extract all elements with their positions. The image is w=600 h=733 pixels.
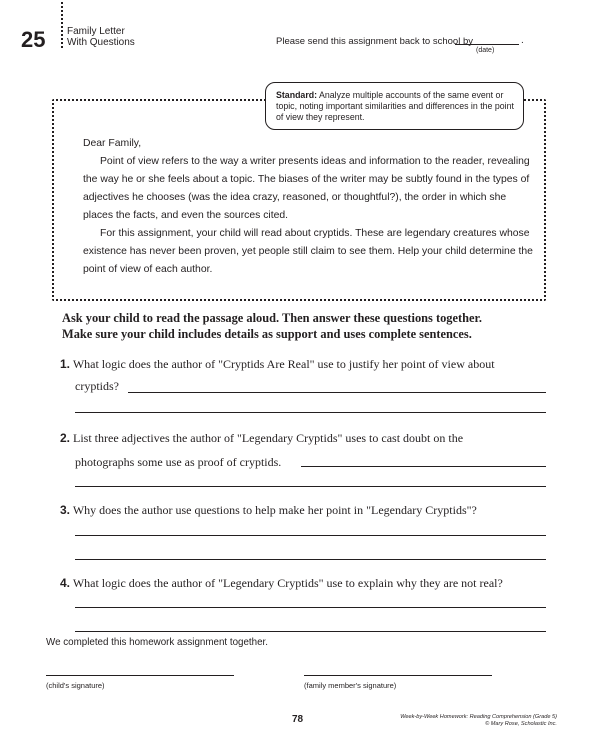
due-date-field[interactable] bbox=[455, 34, 519, 45]
instructions-line-1: Ask your child to read the passage aloud. Then answer these questions together. bbox=[62, 311, 482, 325]
question-number: 1. bbox=[60, 357, 71, 371]
question-2 bbox=[60, 431, 463, 446]
instructions bbox=[62, 311, 562, 342]
question-text: List three adjectives the author of "Legendary Cryptids" uses to cast doubt on the bbox=[73, 431, 464, 445]
letter-greeting: Dear Family, bbox=[83, 138, 142, 149]
answer-line[interactable] bbox=[75, 559, 546, 560]
completed-statement: We completed this homework assignment together. bbox=[46, 637, 268, 648]
letter-paragraph-2: For this assignment, your child will read about cryptids. These are legendary creatures whose existence has never been proven, yet people still claim to see them. Help your child determine the point of view of each author. bbox=[83, 228, 533, 275]
child-signature-label: (child's signature) bbox=[46, 681, 105, 690]
answer-line[interactable] bbox=[128, 392, 546, 393]
date-label: (date) bbox=[476, 47, 495, 54]
standard-box bbox=[265, 82, 524, 130]
copyright-credit bbox=[340, 714, 557, 728]
page-type-label bbox=[67, 26, 135, 48]
instructions-line-2: Make sure your child includes details as support and uses complete sentences. bbox=[62, 326, 472, 341]
family-letter bbox=[83, 135, 533, 279]
page-type-line1: Family Letter bbox=[67, 26, 125, 37]
family-signature-line[interactable] bbox=[304, 675, 492, 676]
credit-line-1: Week-by-Week Homework: Reading Comprehension (Grade 5) bbox=[400, 714, 557, 720]
header-dotted-divider bbox=[61, 2, 65, 48]
answer-line[interactable] bbox=[75, 412, 546, 413]
family-signature-label: (family member's signature) bbox=[304, 681, 397, 690]
standard-text: Analyze multiple accounts of the same event or topic, noting important similarities and differences in the point of view they represent. bbox=[276, 90, 514, 122]
question-number: 4. bbox=[60, 576, 71, 590]
child-signature-line[interactable] bbox=[46, 675, 234, 676]
answer-line[interactable] bbox=[75, 486, 546, 487]
answer-line[interactable] bbox=[75, 631, 546, 632]
question-number: 2. bbox=[60, 431, 71, 445]
question-text: Why does the author use questions to help make her point in "Legendary Cryptids"? bbox=[72, 503, 477, 517]
question-1-continued: cryptids? bbox=[75, 379, 119, 393]
standard-label: Standard: bbox=[276, 90, 318, 100]
question-2-continued: photographs some use as proof of cryptids. bbox=[75, 455, 282, 469]
answer-line[interactable] bbox=[75, 607, 546, 608]
question-4 bbox=[60, 576, 503, 591]
question-3 bbox=[60, 503, 477, 518]
letter-paragraph-1: Point of view refers to the way a writer presents ideas and information to the reader, revealing the way he or she feels about a topic. The biases of the writer may be subtly found in the types of adjectives he chooses (was the idea crazy, reasoned, or thoughtful?), the order in which she places the facts, and even the sources cited. bbox=[83, 156, 530, 221]
lesson-number: 25 bbox=[21, 27, 46, 52]
answer-line[interactable] bbox=[301, 466, 546, 467]
question-1 bbox=[60, 357, 495, 372]
credit-line-2: © Mary Rose, Scholastic Inc. bbox=[485, 721, 557, 727]
answer-line[interactable] bbox=[75, 535, 546, 536]
page-number: 78 bbox=[292, 714, 304, 725]
page-type-line2: With Questions bbox=[67, 37, 135, 48]
date-punctuation: . bbox=[521, 35, 524, 46]
send-back-instruction: Please send this assignment back to school by bbox=[276, 36, 473, 47]
question-number: 3. bbox=[60, 503, 71, 517]
question-text: What logic does the author of "Cryptids Are Real" use to justify her point of view about bbox=[72, 357, 495, 371]
question-text: What logic does the author of "Legendary Cryptids" use to explain why they are not real? bbox=[72, 576, 503, 590]
